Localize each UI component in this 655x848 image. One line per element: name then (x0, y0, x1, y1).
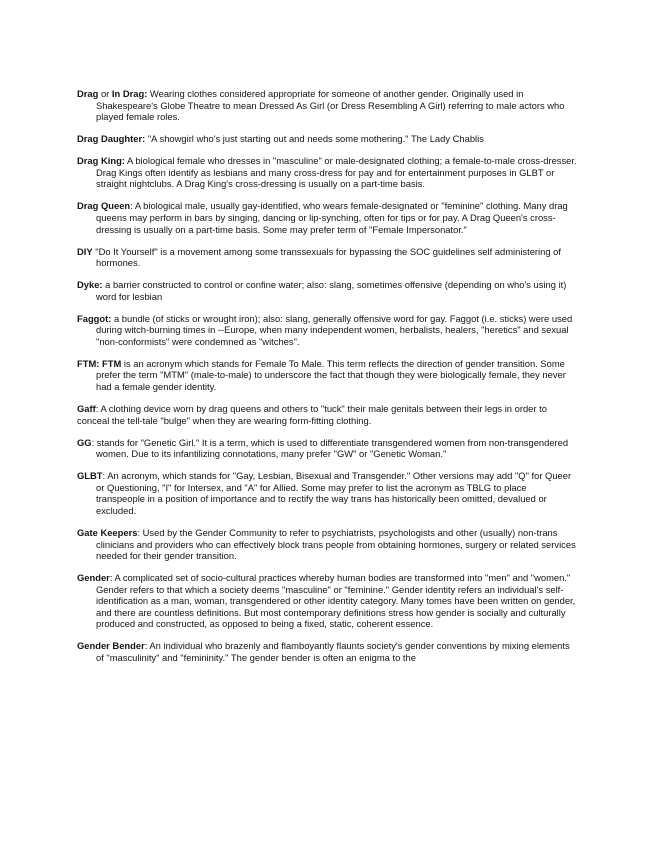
glossary-entry-gate-keepers (77, 527, 577, 562)
glossary-entry-gender-bender (77, 640, 577, 663)
glossary-entry-faggot (77, 313, 577, 348)
glossary-definition: : A biological male, usually gay-identified, who wears female-designated or "feminine" clothing. Many drag queens may perform in bars by singing, dancing or lip-synching, often for tips or for pay. A Drag Queen's cross-dressing is usually on a part-time basis. Some may prefer term of "Female Impersonator." (96, 200, 568, 235)
glossary-definition: A biological female who dresses in "masculine" or male-designated clothing; a female-to-male cross-dresser. Drag Kings often identify as lesbians and many cross-dress for pay and for entertainment purposes in GLBT or straight nightclubs. A Drag King's cross-dressing is usually on a part-time basis. (96, 155, 577, 190)
glossary-definition: : A clothing device worn by drag queens and others to "tuck" their male genitals between their legs in order to conceal the tell-tale "bulge" when they are wearing form-fitting clothing. (77, 403, 547, 426)
glossary-definition: : An individual who brazenly and flamboyantly flaunts society's gender conventions by mixing elements of "masculinity" and "femininity." The gender bender is often an enigma to the (96, 640, 570, 664)
glossary-term: DIY (77, 245, 93, 257)
glossary-entry-gender (77, 572, 577, 630)
glossary-term: Gaff (77, 403, 96, 414)
glossary-definition: Wearing clothes considered appropriate for someone of another gender. Originally used in Shakespeare's Globe Theatre to mean Dressed As Girl (or Dress Resembling A Girl) referring to male actors who played female roles. (96, 88, 565, 123)
glossary-definition: "A showgirl who's just starting out and needs some mothering." The Lady Chablis (145, 133, 484, 145)
glossary-term: Gender Bender (77, 640, 145, 652)
glossary-term: Drag Daughter: (77, 133, 146, 145)
glossary-term: GG (77, 436, 92, 448)
glossary-term: Dyke: (77, 279, 103, 291)
glossary-term-alt: In Drag: (111, 88, 148, 99)
glossary-entry-gg (77, 437, 577, 460)
glossary-connector: or (98, 88, 112, 99)
glossary-entry-drag-queen (77, 200, 577, 235)
glossary-entry-glbt (77, 470, 577, 516)
glossary-term: Drag King: (77, 155, 125, 167)
glossary-definition: : An acronym, which stands for "Gay, Lesbian, Bisexual and Transgender." Other versions may add "Q" for Queer or Questioning, "I" for Intersex, and "A" for Allied. Some may prefer to list the acronym as TBLG to place transpeople in a position of importance and to rectify the way trans has historically been omitted, devalued or excluded. (96, 470, 572, 516)
glossary-definition: a barrier constructed to control or confine water; also: slang, sometimes offensive (depending on who's using it) word for lesbian (96, 279, 567, 302)
glossary-definition: "Do It Yourself" is a movement among some transsexuals for bypassing the SOC guidelines self administering of hormones. (92, 245, 561, 269)
glossary-entry-ftm (77, 358, 577, 393)
glossary-entry-gaff (77, 403, 577, 426)
glossary-definition: a bundle (of sticks or wrought iron); also: slang, generally offensive word for gay. Faggot (i.e. sticks) were used during witch-burning times in --Europe, when many independent women, herbalists, healers, "heretics" and sexual "non-conformists" were condemned as "witches". (96, 312, 573, 347)
glossary-term: Gender (77, 572, 110, 584)
glossary-entry-drag (77, 88, 577, 123)
glossary-term: Faggot: (77, 312, 112, 324)
glossary-definition: : Used by the Gender Community to refer to psychiatrists, psychologists and other (usually) non-trans clinicians and providers who can effectively block trans people from obtaining hormones, surgery or related services needed for their gender transition. (96, 526, 576, 562)
glossary-term: FTM: FTM (77, 357, 122, 369)
glossary-entry-dyke (77, 279, 577, 302)
glossary-definition: is an acronym which stands for Female To Male. This term reflects the direction of gender transition. Some prefer the term "MTM" (male-to-male) to underscore the fact that though they were biologically female, they never had a female gender identity. (96, 357, 566, 393)
glossary-page (77, 88, 577, 674)
glossary-definition: : A complicated set of socio-cultural practices whereby human bodies are transformed into "men" and "women." Gender refers to that which a society deems "masculine" or "feminine." Gender identity refers an individual's self-identification as a man, woman, transgendered or other identity category. Many tomes have been written on gender, and there are countless definitions. But most contemporary definitions stress how gender is socially and culturally produced and constructed, as opposed to being a fixed, static, coherent essence. (96, 572, 576, 630)
glossary-entry-drag-daughter (77, 133, 577, 145)
glossary-term: GLBT (77, 470, 103, 482)
glossary-entry-diy (77, 246, 577, 269)
glossary-term: Drag (77, 88, 99, 99)
glossary-definition: : stands for "Genetic Girl." It is a term, which is used to differentiate transgendered women from non-transgendered women. Due to its infantilizing connotations, many prefer "GW" or "Genetic Woman." (91, 436, 569, 460)
glossary-entry-drag-king (77, 155, 577, 190)
glossary-term: Drag Queen (77, 200, 131, 212)
glossary-term: Gate Keepers (77, 526, 138, 538)
